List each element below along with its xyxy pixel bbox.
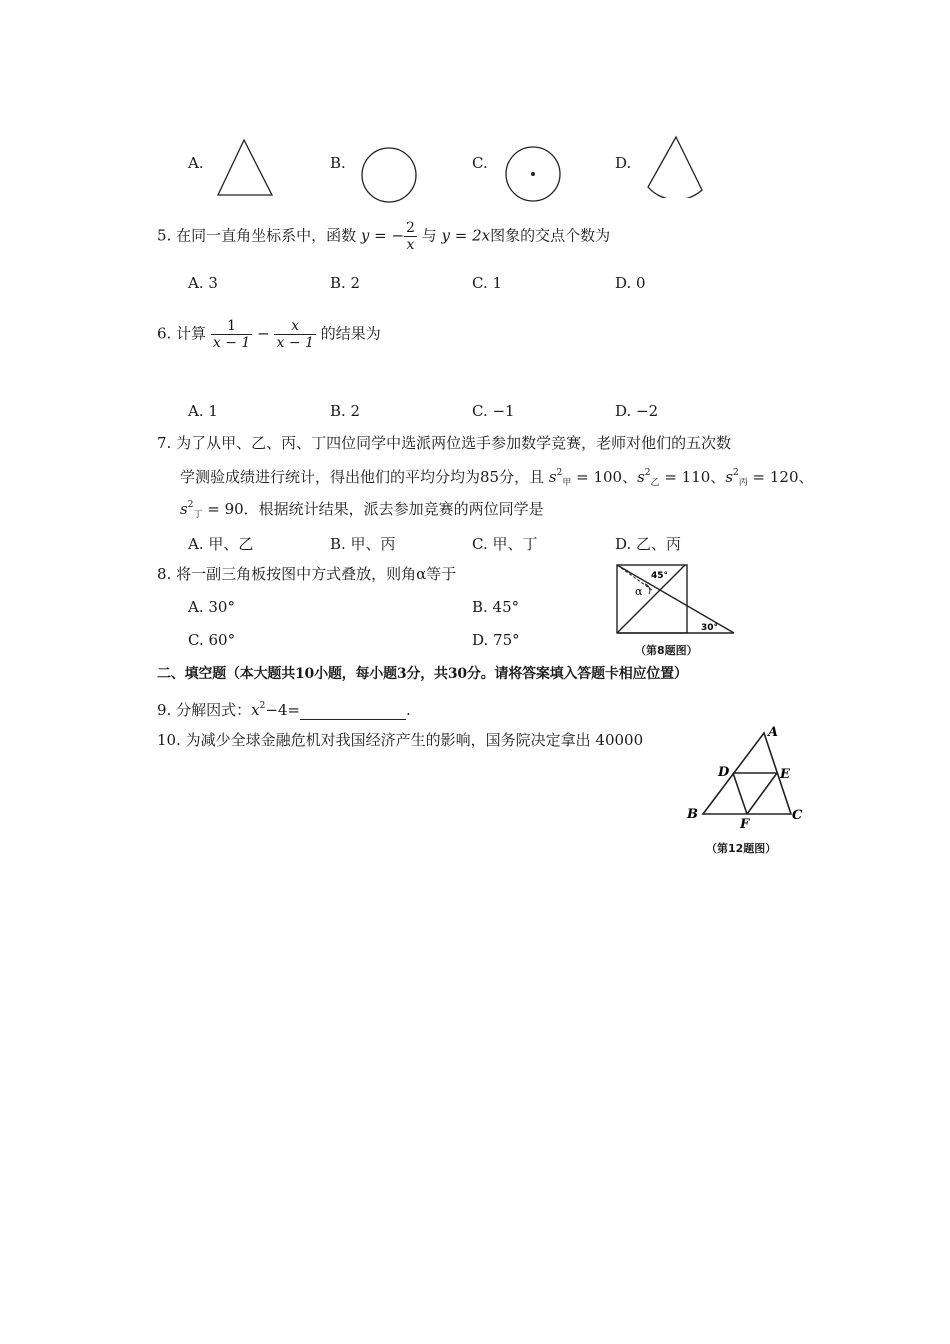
q5-func2: y = 2x bbox=[441, 226, 491, 245]
q4-option-d-label: D. bbox=[615, 154, 632, 172]
q6-minus: − bbox=[257, 324, 270, 343]
q6-option-d: D. −2 bbox=[615, 402, 659, 420]
q5-option-a: A. 3 bbox=[188, 274, 218, 292]
q8-alpha-label: α bbox=[635, 585, 643, 598]
question-9: 9. 分解因式：$x^2-4=$ . bbox=[157, 701, 411, 719]
q6-text-after: 的结果为 bbox=[320, 324, 381, 343]
q7-s-bing: = 120 bbox=[752, 468, 799, 486]
q5-func1-lhs: y = − bbox=[360, 226, 405, 245]
q5-option-d: D. 0 bbox=[615, 274, 646, 292]
q6-fraction-2: $\frac{x}{x - 1}$ bbox=[276, 318, 314, 351]
fig12-label-c: C bbox=[792, 808, 803, 823]
q10-text: 为减少全球金融危机对我国经济产生的影响，国务院决定拿出 40000 bbox=[185, 731, 644, 749]
q8-text: 将一副三角板按图中方式叠放，则角α等于 bbox=[176, 565, 457, 583]
q8-option-c: C. 60° bbox=[188, 631, 236, 649]
question-10 bbox=[157, 730, 643, 750]
q8-figure-caption: （第8题图） bbox=[635, 644, 698, 657]
q6-option-b: B. 2 bbox=[330, 402, 361, 420]
q7-option-b: B. 甲、丙 bbox=[330, 535, 396, 553]
q6-number: 6. bbox=[157, 324, 172, 343]
triangle-shape bbox=[214, 137, 276, 199]
q7-number: 7. bbox=[157, 434, 172, 452]
q6-option-c: C. −1 bbox=[472, 402, 515, 420]
fig12-label-a: A bbox=[768, 725, 779, 740]
q5-func1-fraction: $\frac{2}{x}$ bbox=[406, 220, 415, 253]
q7-line-1: 7. 为了从甲、乙、丙、丁四位同学中选派两位选手参加数学竞赛，老师对他们的五次数 bbox=[157, 434, 732, 452]
q8-angle-30-label: 30° bbox=[701, 623, 719, 633]
q7-option-a: A. 甲、乙 bbox=[188, 535, 254, 553]
q7-option-c: C. 甲、丁 bbox=[472, 535, 538, 553]
question-8 bbox=[157, 564, 456, 584]
fig12-label-e: E bbox=[780, 767, 790, 782]
q8-option-b: B. 45° bbox=[472, 598, 520, 616]
q6-option-a: A. 1 bbox=[188, 402, 218, 420]
fig12-label-b: B bbox=[687, 807, 698, 822]
q8-option-d: D. 75° bbox=[472, 631, 520, 649]
q6-text-before: 计算 bbox=[176, 324, 207, 343]
q5-text-before: 在同一直角坐标系中，函数 bbox=[176, 226, 357, 245]
q7-line-2: 学测验成绩进行统计，得出他们的平均分均为85分，且 $s^2_甲 = 100$、$s^2_乙 = 110$、$s^2_丙 = 120$、 bbox=[180, 468, 814, 488]
q7-s-ding: = 90 bbox=[207, 500, 244, 518]
q9-text: 分解因式： bbox=[176, 701, 252, 719]
q4-option-c-label: C. bbox=[472, 154, 488, 172]
question-6 bbox=[157, 318, 381, 351]
fig12-label-f: F bbox=[740, 817, 750, 830]
fig12-label-d: D bbox=[718, 765, 730, 780]
question-5 bbox=[157, 220, 610, 253]
section-2-heading: 二、填空题（本大题共10小题，每小题3分，共30分。请将答案填入答题卡相应位置） bbox=[157, 666, 688, 682]
q4-option-a-label: A. bbox=[188, 154, 204, 172]
q7-option-d: D. 乙、丙 bbox=[615, 535, 682, 553]
q5-option-b: B. 2 bbox=[330, 274, 361, 292]
q8-option-a: A. 30° bbox=[188, 598, 235, 616]
q8-number: 8. bbox=[157, 565, 172, 583]
q10-number: 10. bbox=[157, 731, 181, 749]
q5-text-after: 图象的交点个数为 bbox=[490, 226, 611, 245]
q4-option-b-label: B. bbox=[330, 154, 346, 172]
circle-shape bbox=[358, 144, 420, 206]
q5-number: 5. bbox=[157, 226, 172, 245]
sector-shape bbox=[644, 134, 706, 198]
q6-fraction-1: $\frac{1}{x - 1}$ bbox=[212, 318, 251, 351]
q8-angle-45-label: 45° bbox=[651, 571, 669, 581]
circle-center-dot-shape bbox=[502, 144, 564, 206]
q9-answer-blank bbox=[300, 705, 406, 720]
q7-line-3: $s^2_丁 = 90$．根据统计结果，派去参加竞赛的两位同学是 bbox=[180, 500, 544, 520]
q8-figure bbox=[612, 560, 742, 640]
fig12-triangle-figure bbox=[682, 720, 812, 830]
fig12-caption: （第12题图） bbox=[706, 842, 777, 855]
q9-number: 9. bbox=[157, 701, 172, 719]
q7-s-jia: = 100 bbox=[576, 468, 623, 486]
q7-s-yi: = 110 bbox=[664, 468, 711, 486]
q5-option-c: C. 1 bbox=[472, 274, 503, 292]
q5-text-mid: 与 bbox=[421, 226, 437, 245]
